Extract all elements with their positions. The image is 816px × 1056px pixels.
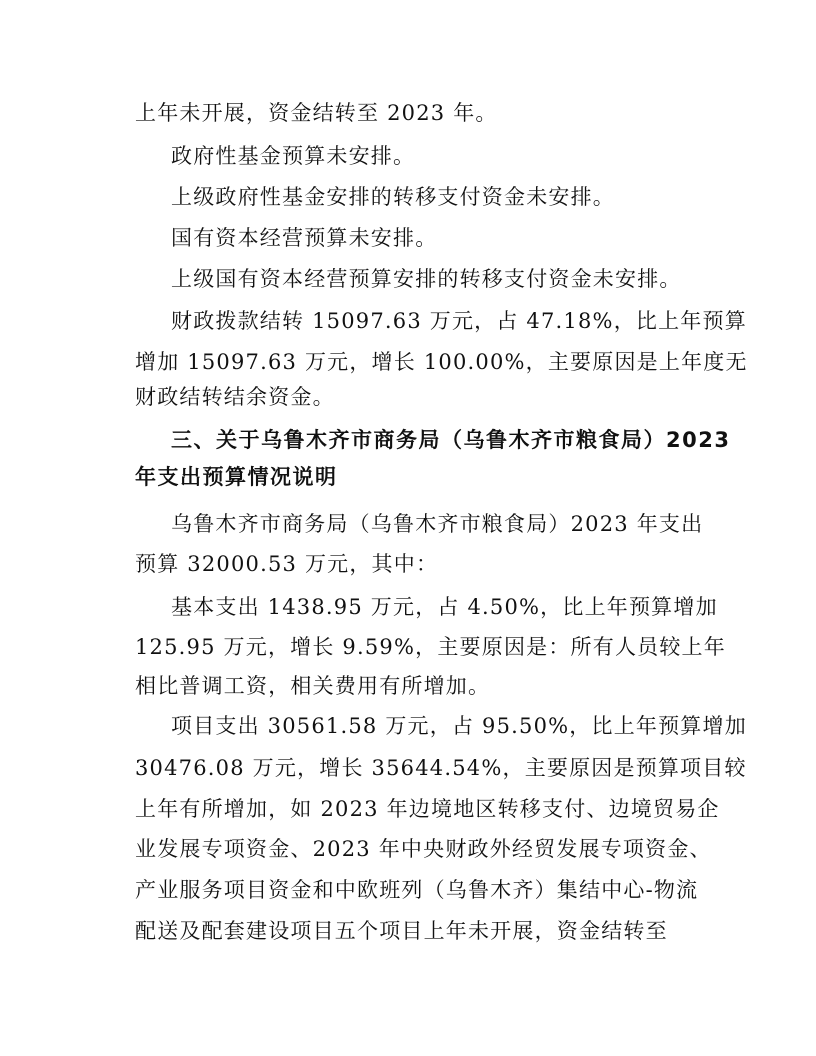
- text-line-19: 配送及配套建设项目五个项目上年未开展，资金结转至: [135, 919, 668, 943]
- text-line-3: 上级政府性基金安排的转移支付资金未安排。: [171, 185, 615, 209]
- text-line-8: 财政结转结余资金。: [135, 385, 335, 409]
- text-line-1: 上年未开展，资金结转至 2023 年。: [135, 101, 498, 125]
- text-line-4: 国有资本经营预算未安排。: [171, 226, 438, 250]
- text-line-5: 上级国有资本经营预算安排的转移支付资金未安排。: [171, 267, 682, 291]
- text-line-9: 乌鲁木齐市商务局（乌鲁木齐市粮食局）2023 年支出: [171, 512, 704, 536]
- text-line-18: 产业服务项目资金和中欧班列（乌鲁木齐）集结中心-物流: [135, 878, 699, 902]
- text-line-12: 125.95 万元，增长 9.59%，主要原因是：所有人员较上年: [135, 635, 726, 659]
- text-line-10: 预算 32000.53 万元，其中：: [135, 552, 439, 576]
- section-heading-line-1: 三、关于乌鲁木齐市商务局（乌鲁木齐市粮食局）2023: [171, 428, 731, 452]
- text-line-13: 相比普调工资，相关费用有所增加。: [135, 674, 491, 698]
- text-line-6: 财政拨款结转 15097.63 万元，占 47.18%，比上年预算: [171, 309, 747, 333]
- text-line-16: 上年有所增加，如 2023 年边境地区转移支付、边境贸易企: [135, 797, 720, 821]
- text-line-2: 政府性基金预算未安排。: [171, 144, 416, 168]
- text-line-14: 项目支出 30561.58 万元，占 95.50%，比上年预算增加: [171, 714, 747, 738]
- section-heading-line-2: 年支出预算情况说明: [135, 465, 338, 489]
- text-line-17: 业发展专项资金、2023 年中央财政外经贸发展专项资金、: [135, 837, 712, 861]
- text-line-7: 增加 15097.63 万元，增长 100.00%，主要原因是上年度无: [135, 350, 748, 374]
- text-line-15: 30476.08 万元，增长 35644.54%，主要原因是预算项目较: [135, 756, 747, 780]
- text-line-11: 基本支出 1438.95 万元，占 4.50%，比上年预算增加: [171, 595, 718, 619]
